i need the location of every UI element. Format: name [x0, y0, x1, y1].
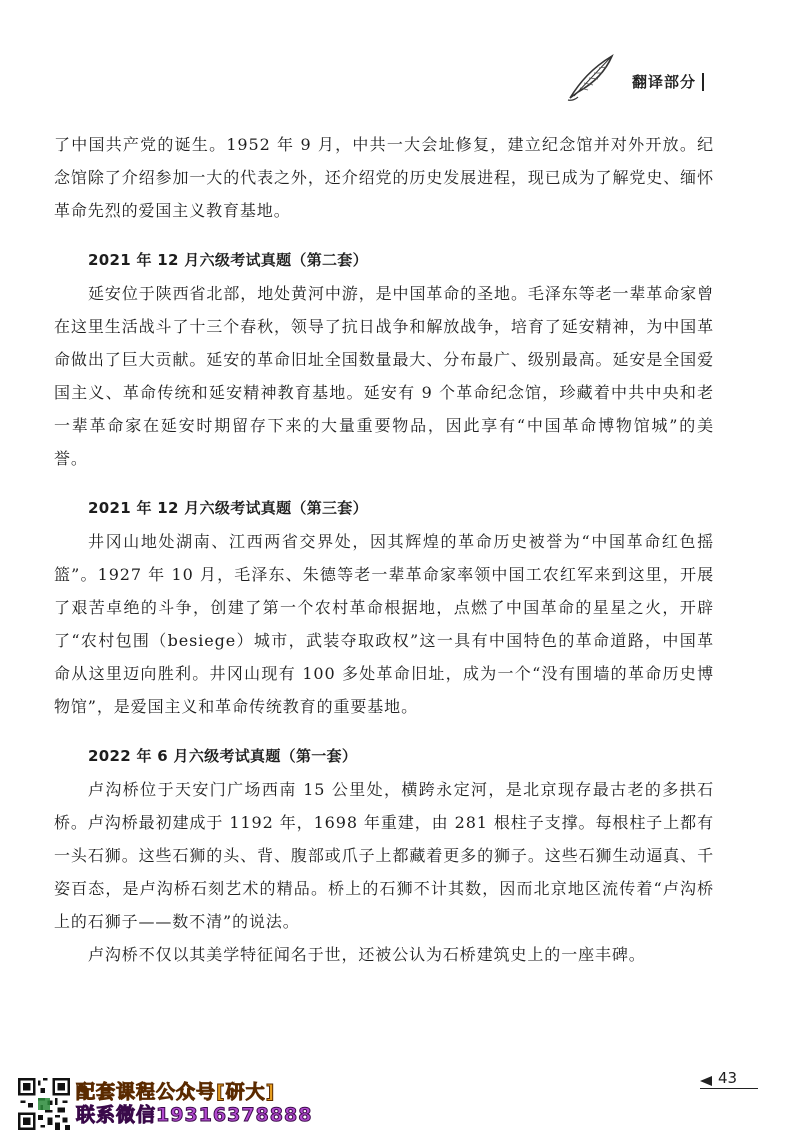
section-jinggangshan — [54, 492, 714, 723]
paragraph: 卢沟桥不仅以其美学特征闻名于世，还被公认为石桥建筑史上的一座丰碑。 — [88, 945, 646, 964]
section-lugou-bridge — [54, 740, 714, 971]
feather-pen-icon — [566, 52, 618, 104]
section-title: 2021 年 12 月六级考试真题（第二套） — [88, 251, 368, 269]
watermark — [18, 1078, 312, 1130]
watermark-line-1: 配套课程公众号[研大] — [76, 1081, 276, 1103]
section-yanan — [54, 244, 714, 475]
paragraph: 井冈山地处湖南、江西两省交界处，因其辉煌的革命历史被誉为“中国革命红色摇篮”。1927 年 10 月，毛泽东、朱德等老一辈革命家率领中国工农红军来到这里，开展了艰苦卓绝的斗争，创建了第一个农村革命根据地，点燃了中国革命的星星之火，开辟了“农村包围（besiege）城市，武装夺取政权”这一具有中国特色的革命道路，中国革命从这里迈向胜利。井冈山现有 100 多处革命旧址，成为一个“没有围墙的革命历史博物馆”，是爱国主义和革命传统教育的重要基地。 — [54, 532, 714, 716]
section-label: 翻译部分 — [632, 73, 704, 91]
watermark-text — [76, 1081, 312, 1127]
page-content — [54, 128, 714, 971]
section-title: 2022 年 6 月六级考试真题（第一套） — [88, 747, 358, 765]
watermark-line-2: 联系微信19316378888 — [76, 1104, 313, 1126]
page-number-rule — [700, 1088, 758, 1089]
section-title: 2021 年 12 月六级考试真题（第三套） — [88, 499, 368, 517]
page-header — [566, 52, 704, 104]
page-triangle-icon — [700, 1076, 712, 1086]
qr-code-icon — [18, 1078, 70, 1130]
page-number-block — [700, 1069, 737, 1087]
page-number: 43 — [718, 1069, 738, 1087]
intro-paragraph: 了中国共产党的诞生。1952 年 9 月，中共一大会址修复，建立纪念馆并对外开放。纪念馆除了介绍参加一大的代表之外，还介绍党的历史发展进程，现已成为了解党史、缅怀革命先烈的爱国主义教育基地。 — [54, 135, 714, 220]
paragraph: 延安位于陕西省北部，地处黄河中游，是中国革命的圣地。毛泽东等老一辈革命家曾在这里生活战斗了十三个春秋，领导了抗日战争和解放战争，培育了延安精神，为中国革命做出了巨大贡献。延安的革命旧址全国数量最大、分布最广、级别最高。延安是全国爱国主义、革命传统和延安精神教育基地。延安有 9 个革命纪念馆，珍藏着中共中央和老一辈革命家在延安时期留存下来的大量重要物品，因此享有“中国革命博物馆城”的美誉。 — [54, 284, 714, 468]
paragraph: 卢沟桥位于天安门广场西南 15 公里处，横跨永定河，是北京现存最古老的多拱石桥。卢沟桥最初建成于 1192 年，1698 年重建，由 281 根柱子支撑。每根柱子上都有一头石狮。这些石狮的头、背、腹部或爪子上都藏着更多的狮子。这些石狮生动逼真、千姿百态，是卢沟桥石刻艺术的精品。桥上的石狮不计其数，因而北京地区流传着“卢沟桥上的石狮子——数不清”的说法。 — [54, 780, 714, 931]
